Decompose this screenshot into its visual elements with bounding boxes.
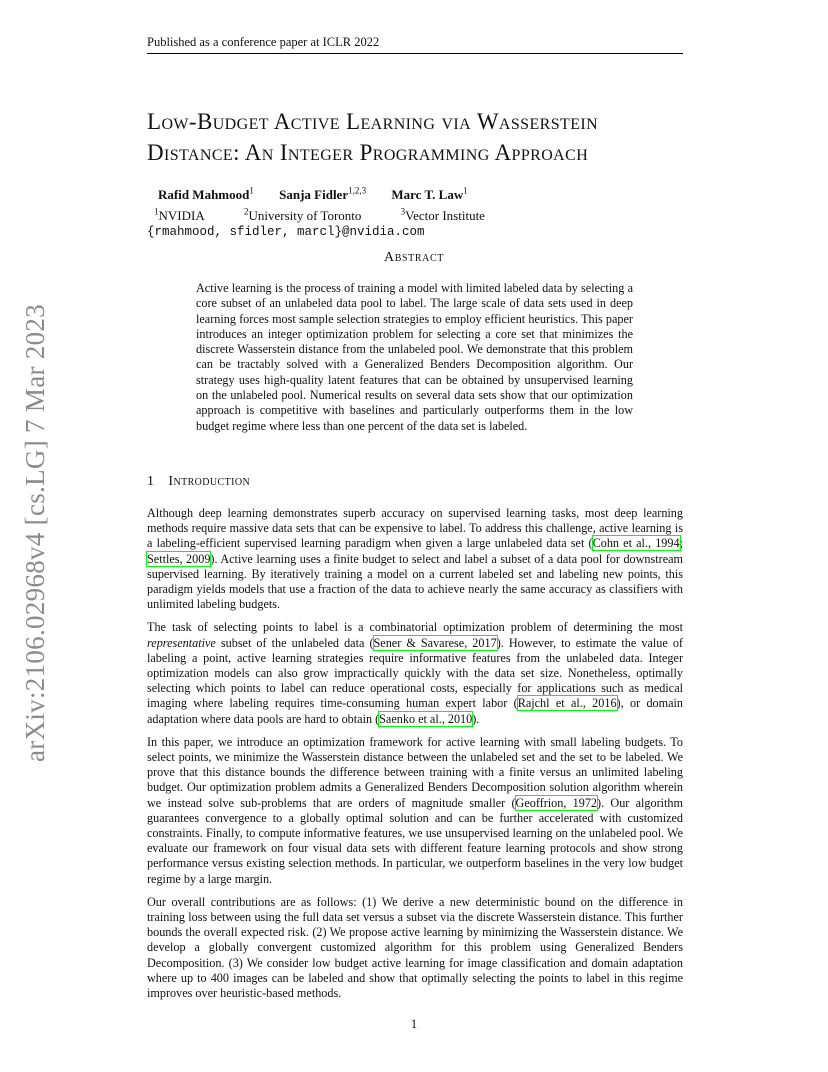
citation-link[interactable]: Saenko et al., 2010 [379,711,473,726]
body-text [147,506,683,1009]
title-line-1: Low-Budget Active Learning via Wasserstein [147,109,599,134]
paragraph: In this paper, we introduce an optimization framework for active learning with small labeling budgets. To select points, we minimize the Wasserstein distance between the unlabeled set and the set to be labeled. We prove that this distance bounds the difference between training with a finite versus an unlimited labeling budget. Our optimization problem admits a Generalized Benders Decomposition solution algorithm wherein we instead solve sub-problems that are orders of magnitude smaller (Geoffrion, 1972). Our algorithm guarantees convergence to a globally optimal solution and can be further accelerated with customized constraints. Finally, to compute informative features, we use unsupervised learning on the unlabeled pool. We evaluate our framework on four visual data sets with different feature learning protocols and show strong performance versus existing selection methods. In particular, we outperform baselines in the very low budget regime by a large margin. [147,734,683,886]
author-emails: {rmahmood, sfidler, marcl}@nvidia.com [147,224,425,239]
affiliations [147,203,687,223]
citation-link[interactable]: Geoffrion, 1972 [515,795,598,810]
author-block [147,183,687,241]
abstract-heading: Abstract [384,250,444,265]
title-line-2: Distance: An Integer Programming Approach [147,140,589,165]
paragraph: Although deep learning demonstrates superb accuracy on supervised learning tasks, most deep learning methods require massive data sets that can be expensive to label. To address this challenge, active learning is a labeling-efficient supervised learning paradigm when given a large unlabeled data set (Cohn et al., 1994; Settles, 2009). Active learning uses a finite budget to select and label a subset of a data pool for downstream supervised learning. By iteratively training a model on a current labeled set and labeling new points, this paradigm yields models that use a fraction of the data to achieve nearly the same accuracy as classifiers with unlimited labeling budgets. [147,506,684,612]
affiliation: $^2$University of Toronto [243,206,362,223]
paragraph: The task of selecting points to label is a combinatorial optimization problem of determining the most representative subset of the unlabeled data (Sener & Savarese, 2017). However, to estimate the value of labeling a point, active learning strategies require informative features from the unlabeled data. Integer optimization models can also grow impractically quickly with the data set size. Nonetheless, optimally selecting which points to label can reduce operational costs, especially for applications such as medical imaging where labeling requires time-consuming human expert labor (Rajchl et al., 2016), or domain adaptation where data pools are hard to obtain (Saenko et al., 2010). [147,620,683,726]
citation-link[interactable]: Cohn et al., 1994 [592,536,680,551]
author-names [147,183,687,203]
section-title: Introduction [168,474,251,489]
page-number: 1 [410,1017,418,1031]
running-header: Published as a conference paper at ICLR 2022 [147,35,683,54]
arxiv-identifier: arXiv:2106.02968v4 [cs.LG] 7 Mar 2023 [20,303,50,762]
author-name: Rafid Mahmood$^1$ [158,186,254,203]
author-name: Sanja Fidler$^{1,2,3}$ [279,186,367,203]
citation-link[interactable]: Sener & Savarese, 2017 [373,635,497,650]
section-heading [147,474,250,490]
citation-link[interactable]: Rajchl et al., 2016 [517,696,617,711]
affiliation: $^1$NVIDIA [154,206,205,223]
affiliation: $^3$Vector Institute [400,206,485,223]
citation-link[interactable]: Settles, 2009 [147,551,211,566]
section-number: 1 [147,474,155,489]
paragraph: Our overall contributions are as follows: (1) We derive a new deterministic bound on the difference in training loss between using the full data set versus a subset via the discrete Wasserstein distance. This further bounds the overall expected risk. (2) We propose active learning by minimizing the Wasserstein distance. We develop a globally convergent customized algorithm for this problem using Generalized Benders Decomposition. (3) We consider low budget active learning for image classification and domain adaptation where up to 400 images can be labeled and show that optimally selecting the points to label in this regime improves over heuristic-based methods. [147,894,683,1001]
author-name: Marc T. Law$^1$ [391,186,468,203]
abstract-text: Active learning is the process of training a model with limited labeled data by selecting a core subset of an unlabeled data pool to label. The large scale of data sets used in deep learning forces most sample selection strategies to employ efficient heuristics. This paper introduces an integer optimization problem for selecting a core set that minimizes the discrete Wasserstein distance from the unlabeled pool. We demonstrate that this problem can be tractably solved with a Generalized Benders Decomposition algorithm. Our strategy uses high-quality latent features that can be obtained by unsupervised learning on the unlabeled pool. Numerical results on several data sets show that our optimization approach is competitive with baselines and particularly outperforms them in the low budget regime where less than one percent of the data set is labeled. [196,281,633,433]
paper-title [147,106,707,168]
